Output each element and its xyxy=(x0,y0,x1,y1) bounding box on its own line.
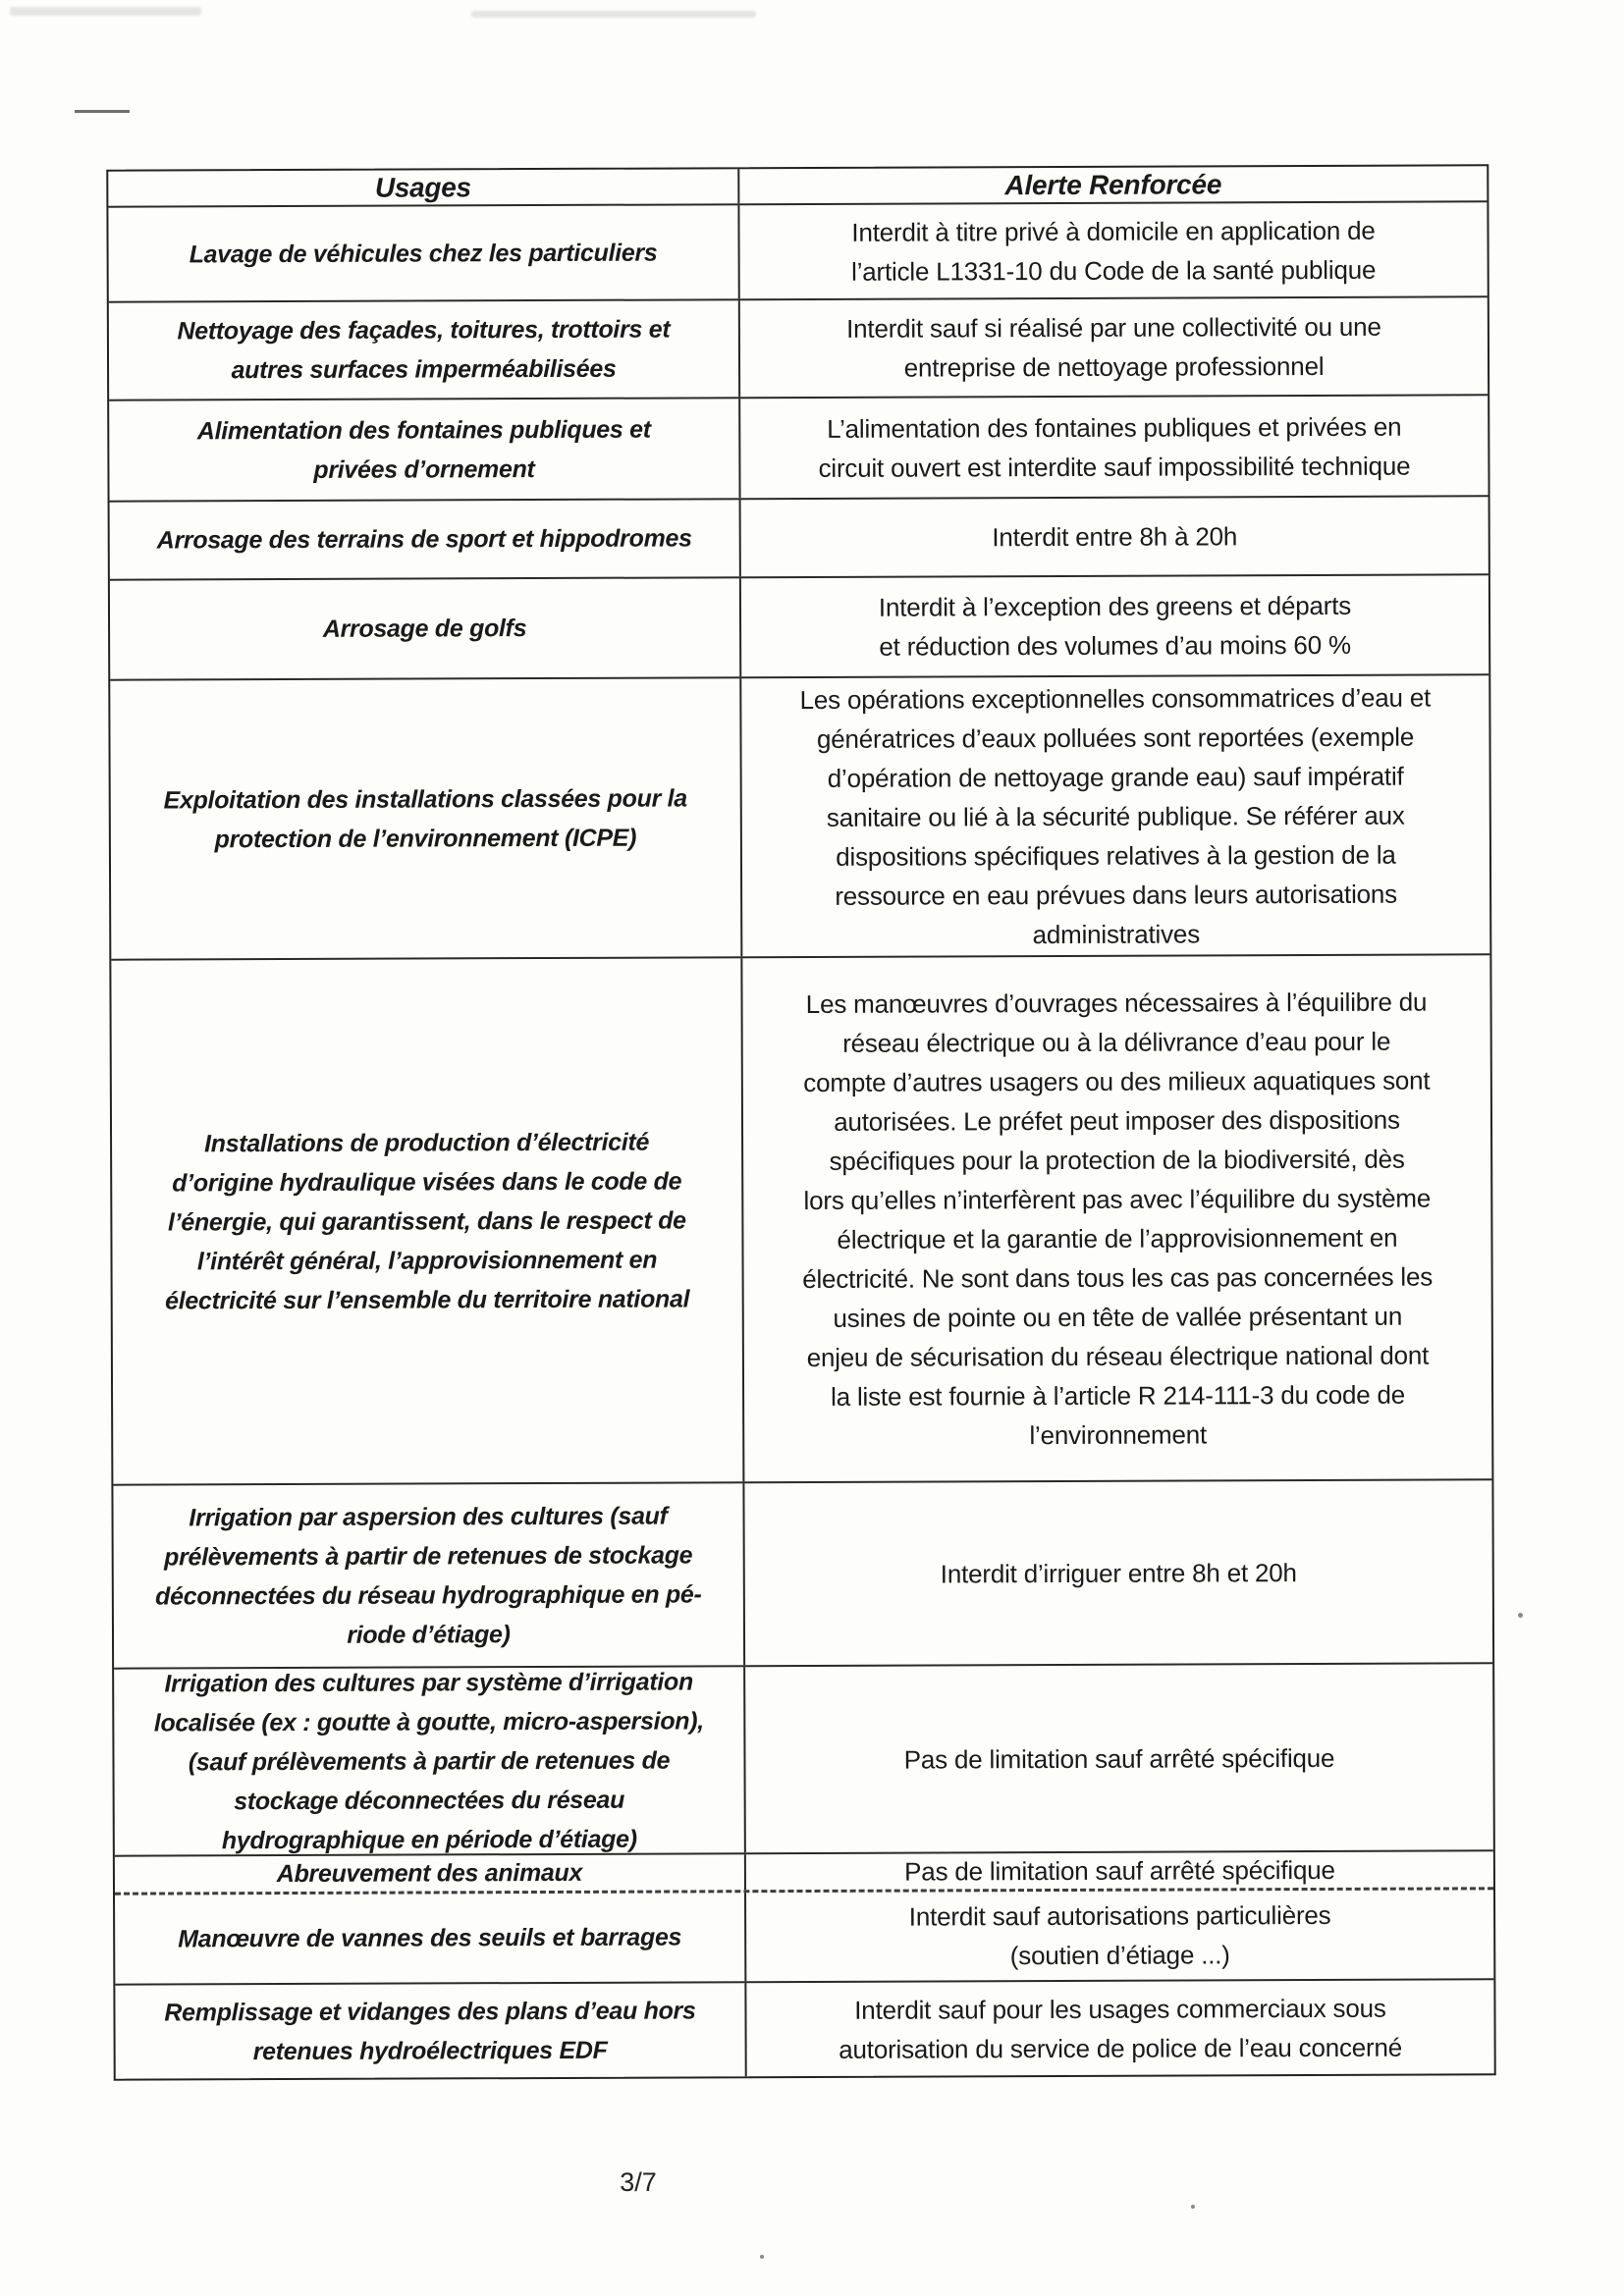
usage-cell xyxy=(109,300,740,399)
restrictions-table xyxy=(106,164,1495,2080)
column-header-alerte-renforcee xyxy=(739,166,1487,203)
scan-speck xyxy=(1518,1613,1523,1618)
table-row xyxy=(115,1849,1493,1892)
usage-cell xyxy=(109,399,740,500)
alerte-cell xyxy=(744,1480,1492,1665)
alerte-text: Les opérations exceptionnelles consommatrices d’eau et génératrices d’eaux polluées sont reportées (exemple d’opération de nettoyage grande eau) sauf impératif sanitaire ou lié à la sécurité publique. Se référer aux dispositions spécifiques relatives à la gestion de la ressource en eau prévues dans leurs autorisations administratives xyxy=(799,682,1432,949)
usage-cell xyxy=(115,1854,746,1892)
usage-text: Arrosage de golfs xyxy=(322,614,527,643)
usage-cell xyxy=(115,1983,746,2078)
usage-text: Remplissage et vidanges des plans d’eau hors retenues hydroélectriques EDF xyxy=(164,1996,696,2065)
alerte-cell xyxy=(739,202,1487,298)
alerte-cell xyxy=(746,1890,1493,1981)
column-header-usages xyxy=(108,169,739,205)
column-header-usages-label: Usages xyxy=(374,171,471,203)
table-row xyxy=(115,1887,1493,1983)
table-row xyxy=(114,1662,1493,1854)
alerte-cell xyxy=(746,1851,1493,1890)
column-header-alerte-label: Alerte Renforcée xyxy=(1004,168,1222,200)
usage-text: Exploitation des installations classées pour la protection de l’environnement (ICPE) xyxy=(163,783,687,853)
table-row xyxy=(110,495,1489,578)
usage-text: Installations de production d’électricité d’origine hydraulique visées dans le code de l’énergie, qui garantissent, dans le respect de l’intérêt général, l’approvisionnement en électricité sur l’ensemble du territoire national xyxy=(165,1128,690,1314)
usage-text: Manœuvre de vannes des seuils et barrages xyxy=(178,1923,682,1953)
scan-speck xyxy=(760,2255,764,2259)
usage-text: Alimentation des fontaines publiques et privées d’ornement xyxy=(196,415,651,484)
table-row xyxy=(108,200,1487,300)
page-number: 3/7 xyxy=(620,2167,657,2197)
alerte-cell xyxy=(741,497,1489,576)
usage-text: Arrosage des terrains de sport et hippodromes xyxy=(156,524,692,555)
alerte-text: Interdit à titre privé à domicile en application de l’article L1331-10 du Code de la santé publique xyxy=(851,215,1377,287)
usage-text: Irrigation des cultures par système d’irrigation localisée (ex : goutte à goutte, micro-aspersion), (sauf prélèvements à partir de retenues de stockage déconnectées du réseau hydrographique en période d’étiage) xyxy=(153,1667,704,1854)
usage-cell xyxy=(110,578,741,678)
table-row xyxy=(109,295,1488,399)
table-row xyxy=(110,673,1489,958)
alerte-text: Interdit sauf autorisations particulières (soutien d’étiage ...) xyxy=(908,1899,1331,1971)
alerte-text: Les manœuvres d’ouvrages nécessaires à l’équilibre du réseau électrique ou à la délivrance d’eau pour le compte d’autres usagers ou des milieux aquatiques sont autorisées. Le préfet peut imposer des dispositions spécifiques pour la protection de la biodiversité, dès lors qu’elles n’interfèrent pas avec l’équilibre du système électrique et la garantie de l’approvisionnement en électricité. Ne sont dans tous les cas pas concernées les usines de pointe ou en tête de vallée présentant un enjeu de sécurisation du réseau électrique national dont la liste est fournie à l’article R 214-111-3 du code de l’environnement xyxy=(802,987,1434,1450)
usage-cell xyxy=(115,1893,746,1983)
table-row xyxy=(113,1478,1492,1667)
usage-text: Nettoyage des façades, toitures, trottoirs et autres surfaces imperméabilisées xyxy=(177,315,671,385)
scan-dash-artifact xyxy=(75,110,130,113)
usage-cell xyxy=(111,958,744,1483)
usage-text: Irrigation par aspersion des cultures (sauf prélèvements à partir de retenues de stockage déconnectées du réseau hydrographique en pé- riode d’étiage) xyxy=(155,1502,702,1649)
alerte-cell xyxy=(746,1980,1493,2076)
alerte-text: Interdit entre 8h à 20h xyxy=(992,521,1238,553)
alerte-text: Interdit d’irriguer entre 8h et 20h xyxy=(940,1557,1297,1588)
alerte-cell xyxy=(742,955,1491,1481)
usage-text: Lavage de véhicules chez les particuliers xyxy=(189,239,658,268)
table-row xyxy=(115,1978,1493,2078)
usage-cell xyxy=(110,678,742,958)
table-row xyxy=(109,394,1488,500)
alerte-text: Interdit sauf si réalisé par une collectivité ou une entreprise de nettoyage professionnel xyxy=(846,311,1381,383)
usage-cell xyxy=(110,500,741,578)
alerte-cell xyxy=(740,297,1488,397)
table-header-row xyxy=(108,166,1487,205)
usage-cell xyxy=(113,1483,745,1667)
alerte-cell xyxy=(740,396,1488,498)
table-row xyxy=(110,573,1489,678)
scan-speck xyxy=(1191,2205,1195,2209)
scan-smudge xyxy=(10,7,201,16)
alerte-cell xyxy=(741,575,1489,676)
usage-text: Abreuvement des animaux xyxy=(276,1858,583,1889)
alerte-text: Interdit sauf pour les usages commerciaux sous autorisation du service de police de l’eau concerné xyxy=(839,1993,1403,2064)
alerte-text: Pas de limitation sauf arrêté spécifique xyxy=(903,1742,1335,1775)
usage-cell xyxy=(114,1667,746,1854)
alerte-text: Interdit à l’exception des greens et départs et réduction des volumes d’au moins 60 % xyxy=(878,590,1352,662)
table-row xyxy=(111,953,1491,1483)
usage-cell xyxy=(108,205,739,300)
alerte-cell xyxy=(741,675,1489,956)
scan-smudge xyxy=(471,11,756,18)
alerte-text: Pas de limitation sauf arrêté spécifique xyxy=(904,1854,1335,1887)
alerte-cell xyxy=(745,1664,1493,1852)
alerte-text: L’alimentation des fontaines publiques et privées en circuit ouvert est interdite sauf impossibilité technique xyxy=(818,411,1411,483)
